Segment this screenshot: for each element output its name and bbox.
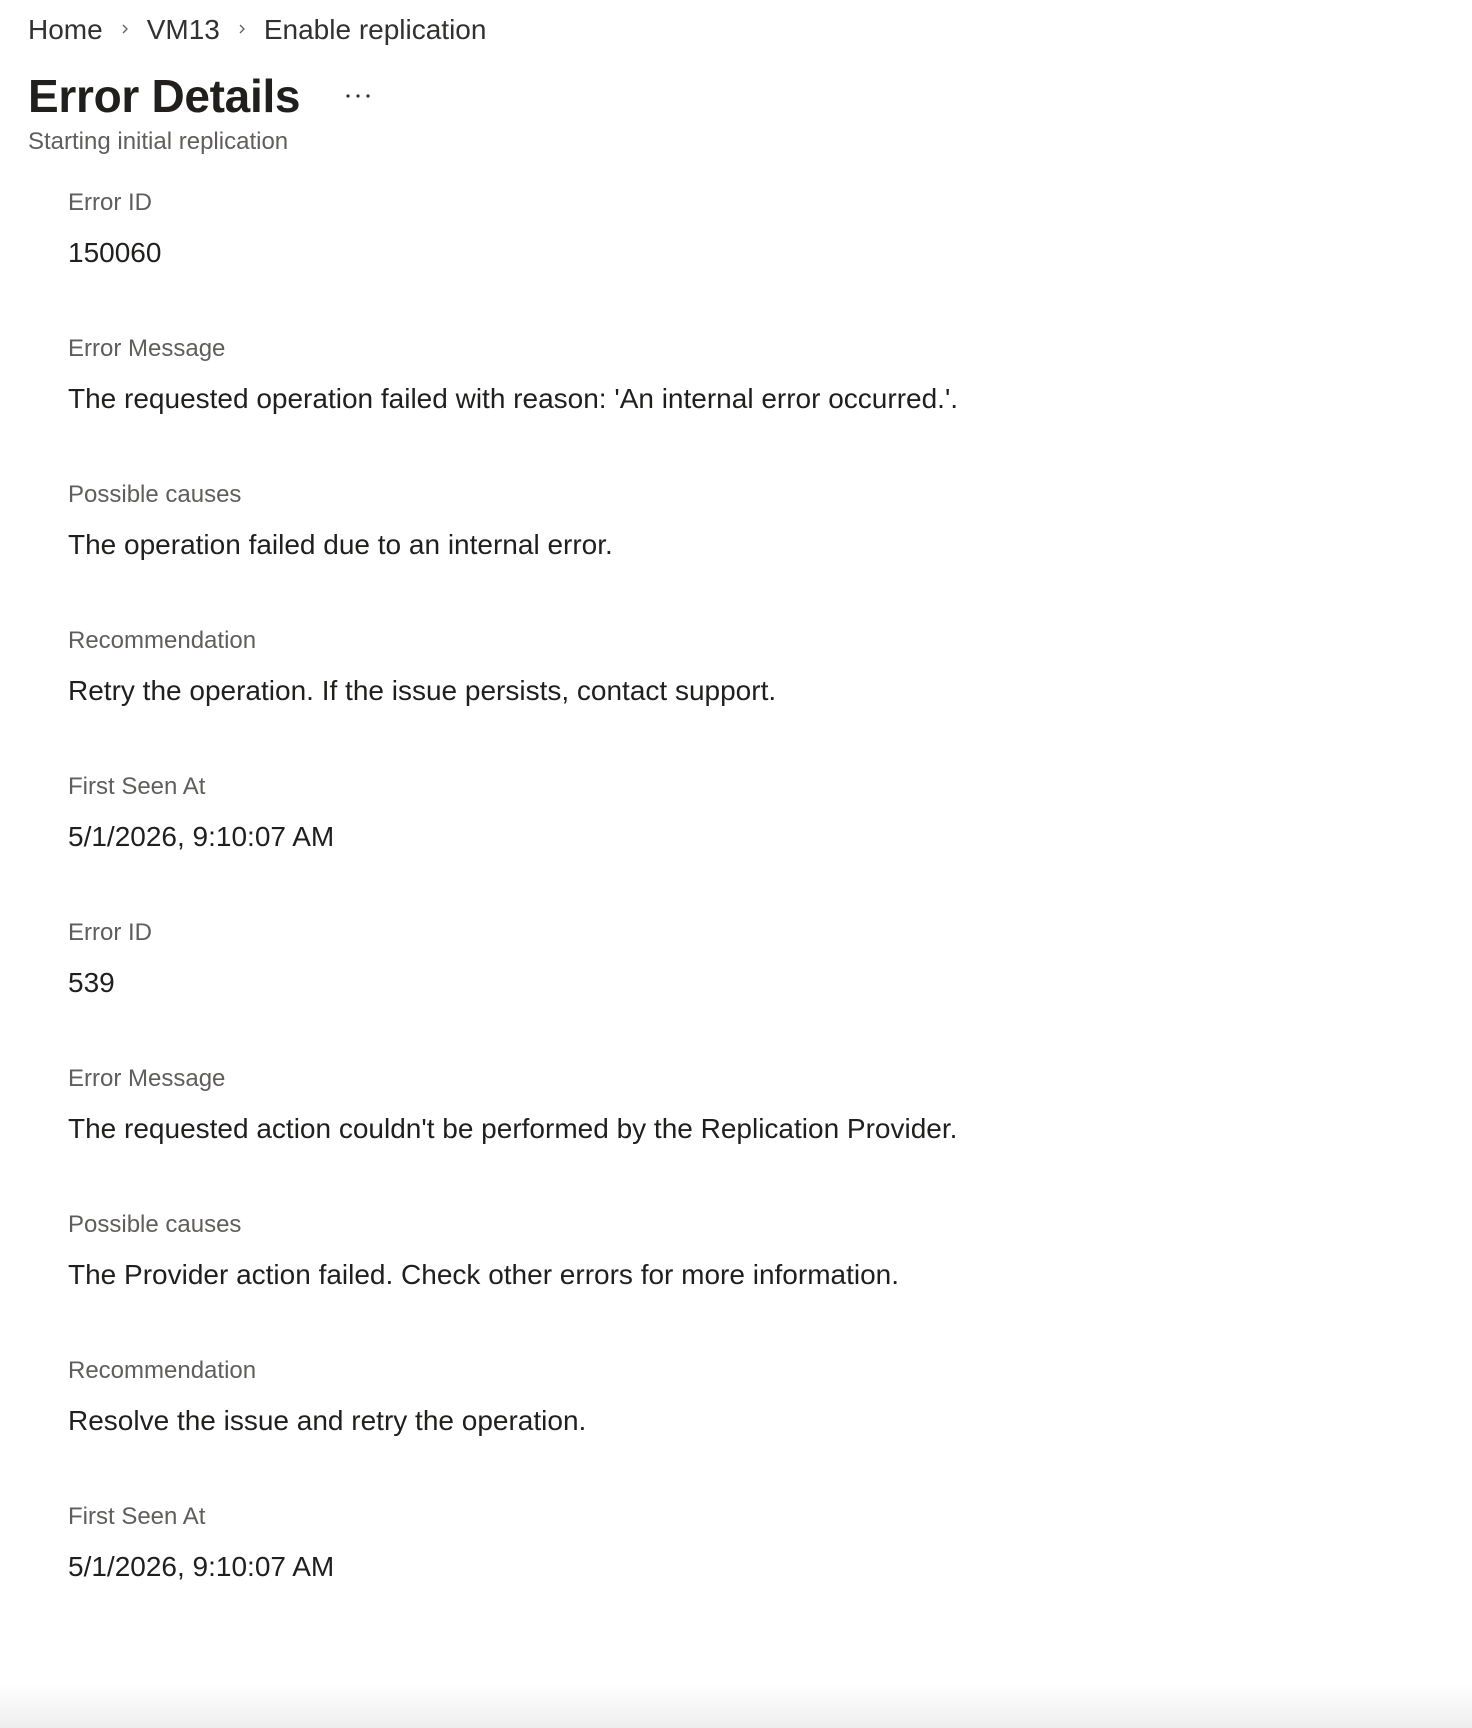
error-id-field — [68, 918, 1438, 1064]
error-details-item — [68, 188, 1438, 852]
ellipsis-icon — [345, 92, 371, 100]
possible-causes-value: The Provider action failed. Check other errors for more information. — [68, 1259, 900, 1290]
error-id-field — [68, 188, 1438, 334]
error-message-field — [68, 1064, 1438, 1210]
error-message-label: Error Message — [68, 1065, 226, 1092]
breadcrumb — [28, 10, 486, 50]
title-row — [28, 66, 378, 126]
error-id-label: Error ID — [68, 919, 152, 946]
error-id-label: Error ID — [68, 189, 152, 216]
recommendation-value: Resolve the issue and retry the operation. — [68, 1405, 587, 1436]
error-list — [68, 188, 1438, 1648]
error-message-field — [68, 334, 1438, 480]
possible-causes-label: Possible causes — [68, 1211, 242, 1238]
breadcrumb-vm13[interactable]: VM13 — [146, 14, 220, 45]
page-title: Error Details — [28, 70, 301, 122]
recommendation-label: Recommendation — [68, 1357, 257, 1384]
error-message-value: The requested action couldn't be performed by the Replication Provider. — [68, 1113, 958, 1144]
possible-causes-field — [68, 1210, 1438, 1356]
breadcrumb-enable-replication[interactable]: Enable replication — [263, 14, 487, 45]
error-details-item — [68, 918, 1438, 1582]
possible-causes-value: The operation failed due to an internal error. — [68, 529, 613, 560]
error-message-value: The requested operation failed with reason: 'An internal error occurred.'. — [68, 383, 959, 414]
first-seen-label: First Seen At — [68, 773, 206, 800]
recommendation-field — [68, 626, 1438, 772]
first-seen-field — [68, 772, 1438, 852]
possible-causes-label: Possible causes — [68, 481, 242, 508]
error-message-label: Error Message — [68, 335, 226, 362]
first-seen-label: First Seen At — [68, 1503, 206, 1530]
first-seen-field — [68, 1502, 1438, 1582]
first-seen-value: 5/1/2026, 9:10:07 AM — [68, 1551, 335, 1582]
error-id-value: 150060 — [68, 237, 162, 268]
first-seen-value: 5/1/2026, 9:10:07 AM — [68, 821, 335, 852]
chevron-right-icon — [103, 10, 147, 42]
chevron-right-icon — [220, 10, 264, 42]
recommendation-field — [68, 1356, 1438, 1502]
bottom-fade — [0, 1684, 1472, 1728]
page-subtitle: Starting initial replication — [28, 128, 289, 155]
more-options-button[interactable] — [338, 76, 378, 116]
recommendation-value: Retry the operation. If the issue persists, contact support. — [68, 675, 777, 706]
possible-causes-field — [68, 480, 1438, 626]
recommendation-label: Recommendation — [68, 627, 257, 654]
breadcrumb-home[interactable]: Home — [28, 14, 103, 45]
error-id-value: 539 — [68, 967, 115, 998]
